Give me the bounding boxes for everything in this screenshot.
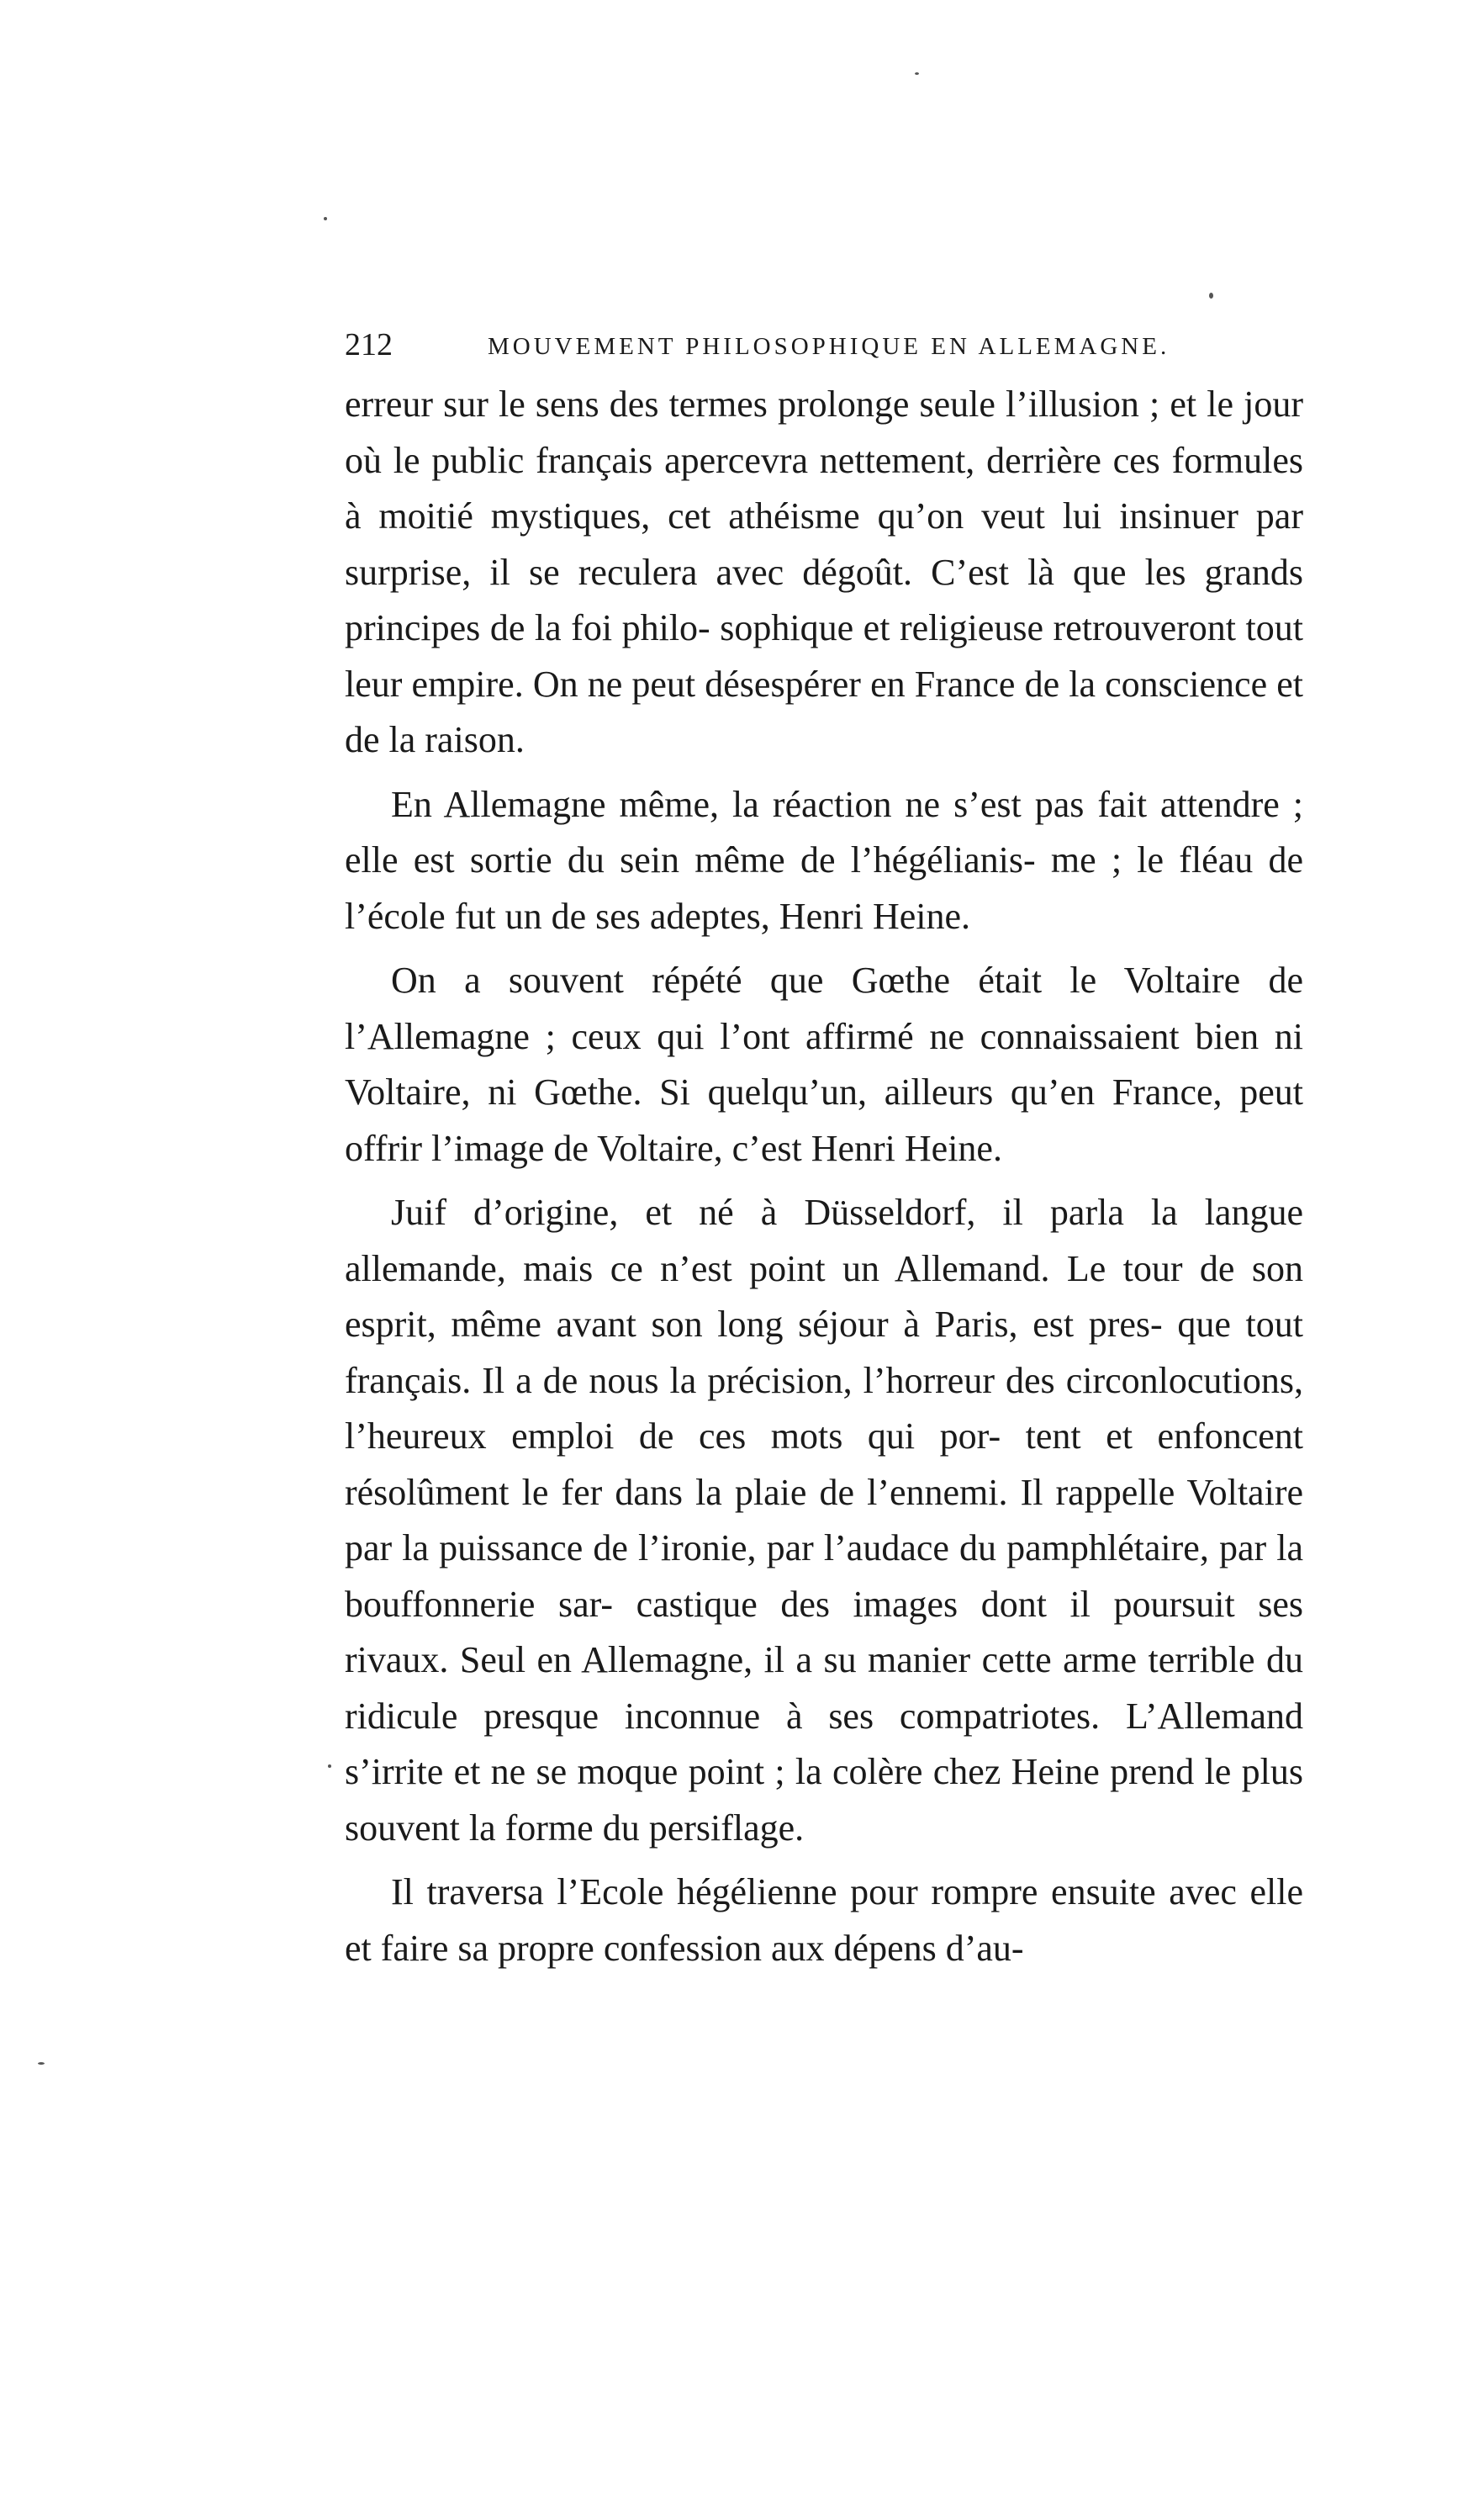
paper-speck — [915, 72, 919, 75]
paragraph: Il traversa l’Ecole hégélienne pour rompre ensuite avec elle et faire sa propre confession aux dépens d’au- — [345, 1871, 1303, 1969]
running-title: MOUVEMENT PHILOSOPHIQUE EN ALLEMAGNE. — [488, 333, 1170, 360]
paragraph: On a souvent répété que Gœthe était le Voltaire de l’Allemagne ; ceux qui l’ont affirmé ne connaissaient bien ni Voltaire, ni Gœthe. Si quelqu’un, ailleurs qu’en France, peut offrir l’image de Voltaire, c’est Henri Heine. — [345, 960, 1303, 1169]
page-number: 212 — [345, 327, 393, 362]
paper-speck — [38, 2062, 45, 2065]
paragraph: Juif d’origine, et né à Düsseldorf, il parla la langue allemande, mais ce n’est point un Allemand. Le tour de son esprit, même avant son long séjour à Paris, est pres- que tout français. Il a de nous la précision, l’horreur des circonlocutions, l’heureux emploi de ces mots qui por- tent et enfoncent résolûment le fer dans la plaie de l’ennemi. Il rappelle Voltaire par la puissance de l’ironie, par l’audace du pamphlétaire, par la bouffonnerie sar- castique des images dont il poursuit ses rivaux. Seul en Allemagne, il a su manier cette arme terrible du ridicule presque inconnue à ses compatriotes. L’Allemand s’irrite et ne se moque point ; la colère chez Heine prend le plus souvent la forme du persiflage. — [345, 1192, 1303, 1849]
body-text — [345, 377, 1303, 1985]
paper-speck — [324, 217, 327, 220]
paper-speck — [328, 1764, 331, 1768]
running-head — [345, 324, 1303, 366]
paragraph: erreur sur le sens des termes prolonge seule l’illusion ; et le jour où le public français apercevra nettement, derrière ces formules à moitié mystiques, cet athéisme qu’on veut lui insinuer par surprise, il se reculera avec dégoût. C’est là que les grands principes de la foi philo- sophique et religieuse retrouveront tout leur empire. On ne peut désespérer en France de la conscience et de la raison. — [345, 384, 1303, 760]
paragraph: En Allemagne même, la réaction ne s’est pas fait attendre ; elle est sortie du sein même de l’hégélianis- me ; le fléau de l’école fut un de ses adeptes, Henri Heine. — [345, 783, 1303, 937]
paper-speck — [1209, 293, 1213, 299]
